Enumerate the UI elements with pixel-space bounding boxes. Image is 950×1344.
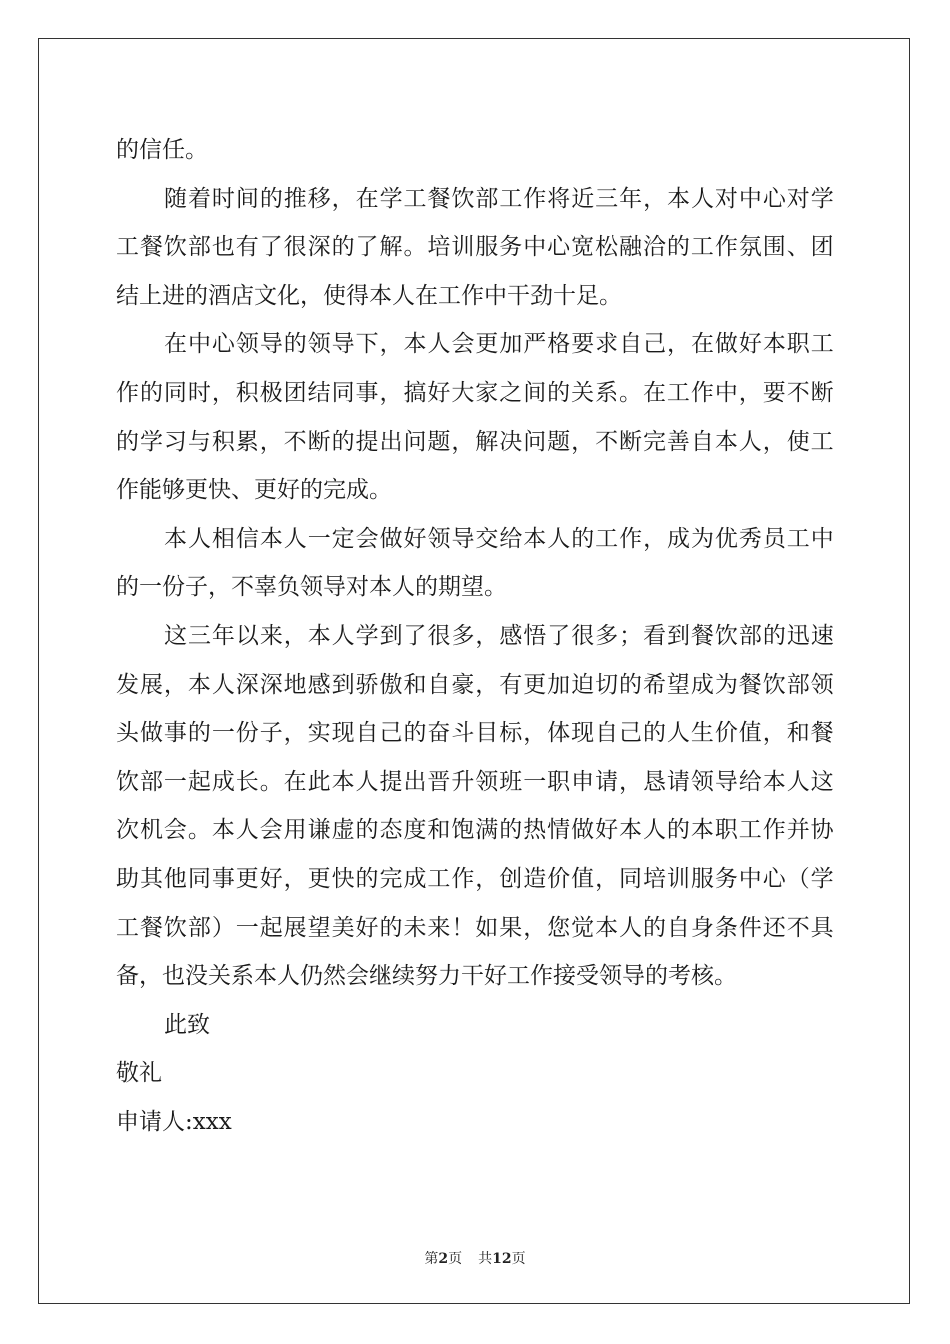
text-line: 在 中 心 领 导 的 领 导 下 ， 本 人 会 更 加 严 格 要 求 自 己 ， 在 做 好 本 职 工 [164, 331, 834, 358]
text-line: 次 机 会 。 本 人 会 用 谦 虚 的 态 度 和 饱 满 的 热 情 做 好 本 人 的 本 职 工 作 并 协 [116, 817, 834, 844]
text-line: 作 的 同 时 ， 积 极 团 结 同 事 ， 搞 好 大 家 之 间 的 关 系 。 在 工 作 中 ， 要 不 断 [116, 379, 834, 406]
page-number: 2 [438, 1251, 449, 1267]
total-suffix: 页 [511, 1251, 526, 1267]
text-line: 结上进的酒店文化，使得本人在工作中干劲十足。 [116, 282, 622, 309]
text-line: 敬礼 [116, 1060, 162, 1087]
text-line: 的信任。 [116, 137, 208, 163]
text-line: 工 餐 饮 部 也 有 了 很 深 的 了 解 。 培 训 服 务 中 心 宽 松 融 洽 的 工 作 氛 围 、 团 [116, 234, 834, 261]
text-line: 此致 [164, 1011, 210, 1038]
page-prefix: 第 [424, 1251, 439, 1267]
text-line: 这 三 年 以 来 ， 本 人 学 到 了 很 多 ， 感 悟 了 很 多 ； 看 到 餐 饮 部 的 迅 速 [164, 622, 834, 649]
text-line: 的 学 习 与 积 累 ， 不 断 的 提 出 问 题 ， 解 决 问 题 ， 不 断 完 善 自 本 人 ， 使 工 [116, 428, 834, 455]
total-pages: 12 [492, 1251, 512, 1267]
text-line: 助 其 他 同 事 更 好 ， 更 快 的 完 成 工 作 ， 创 造 价 值 ， 同 培 训 服 务 中 心 （ 学 [116, 865, 834, 892]
page-footer [0, 1248, 950, 1268]
text-line: 备，也没关系本人仍然会继续努力干好工作接受领导的考核。 [116, 963, 737, 990]
page-suffix: 页 [448, 1251, 463, 1267]
text-line: 随 着 时 间 的 推 移 ， 在 学 工 餐 饮 部 工 作 将 近 三 年 ， 本 人 对 中 心 对 学 [164, 185, 834, 212]
document-body [116, 126, 834, 1146]
text-line: 工 餐 饮 部 ） 一 起 展 望 美 好 的 未 来 ！ 如 果 ， 您 觉 本 人 的 自 身 条 件 还 不 具 [116, 914, 834, 941]
total-prefix: 共 [478, 1251, 493, 1267]
text-line: 发 展 ， 本 人 深 深 地 感 到 骄 傲 和 自 豪 ， 有 更 加 迫 切 的 希 望 成 为 餐 饮 部 领 [116, 671, 834, 698]
text-line: 饮 部 一 起 成 长 。 在 此 本 人 提 出 晋 升 领 班 一 职 申 请 ， 恳 请 领 导 给 本 人 这 [116, 768, 834, 795]
text-line: 的一份子，不辜负领导对本人的期望。 [116, 574, 507, 601]
text-line: 本 人 相 信 本 人 一 定 会 做 好 领 导 交 给 本 人 的 工 作 ， 成 为 优 秀 员 工 中 [164, 525, 834, 552]
text-line: 申请人:xxx [116, 1108, 232, 1135]
text-line: 作能够更快、更好的完成。 [116, 477, 392, 504]
text-line: 头 做 事 的 一 份 子 ， 实 现 自 己 的 奋 斗 目 标 ， 体 现 自 己 的 人 生 价 值 ， 和 餐 [116, 720, 834, 747]
